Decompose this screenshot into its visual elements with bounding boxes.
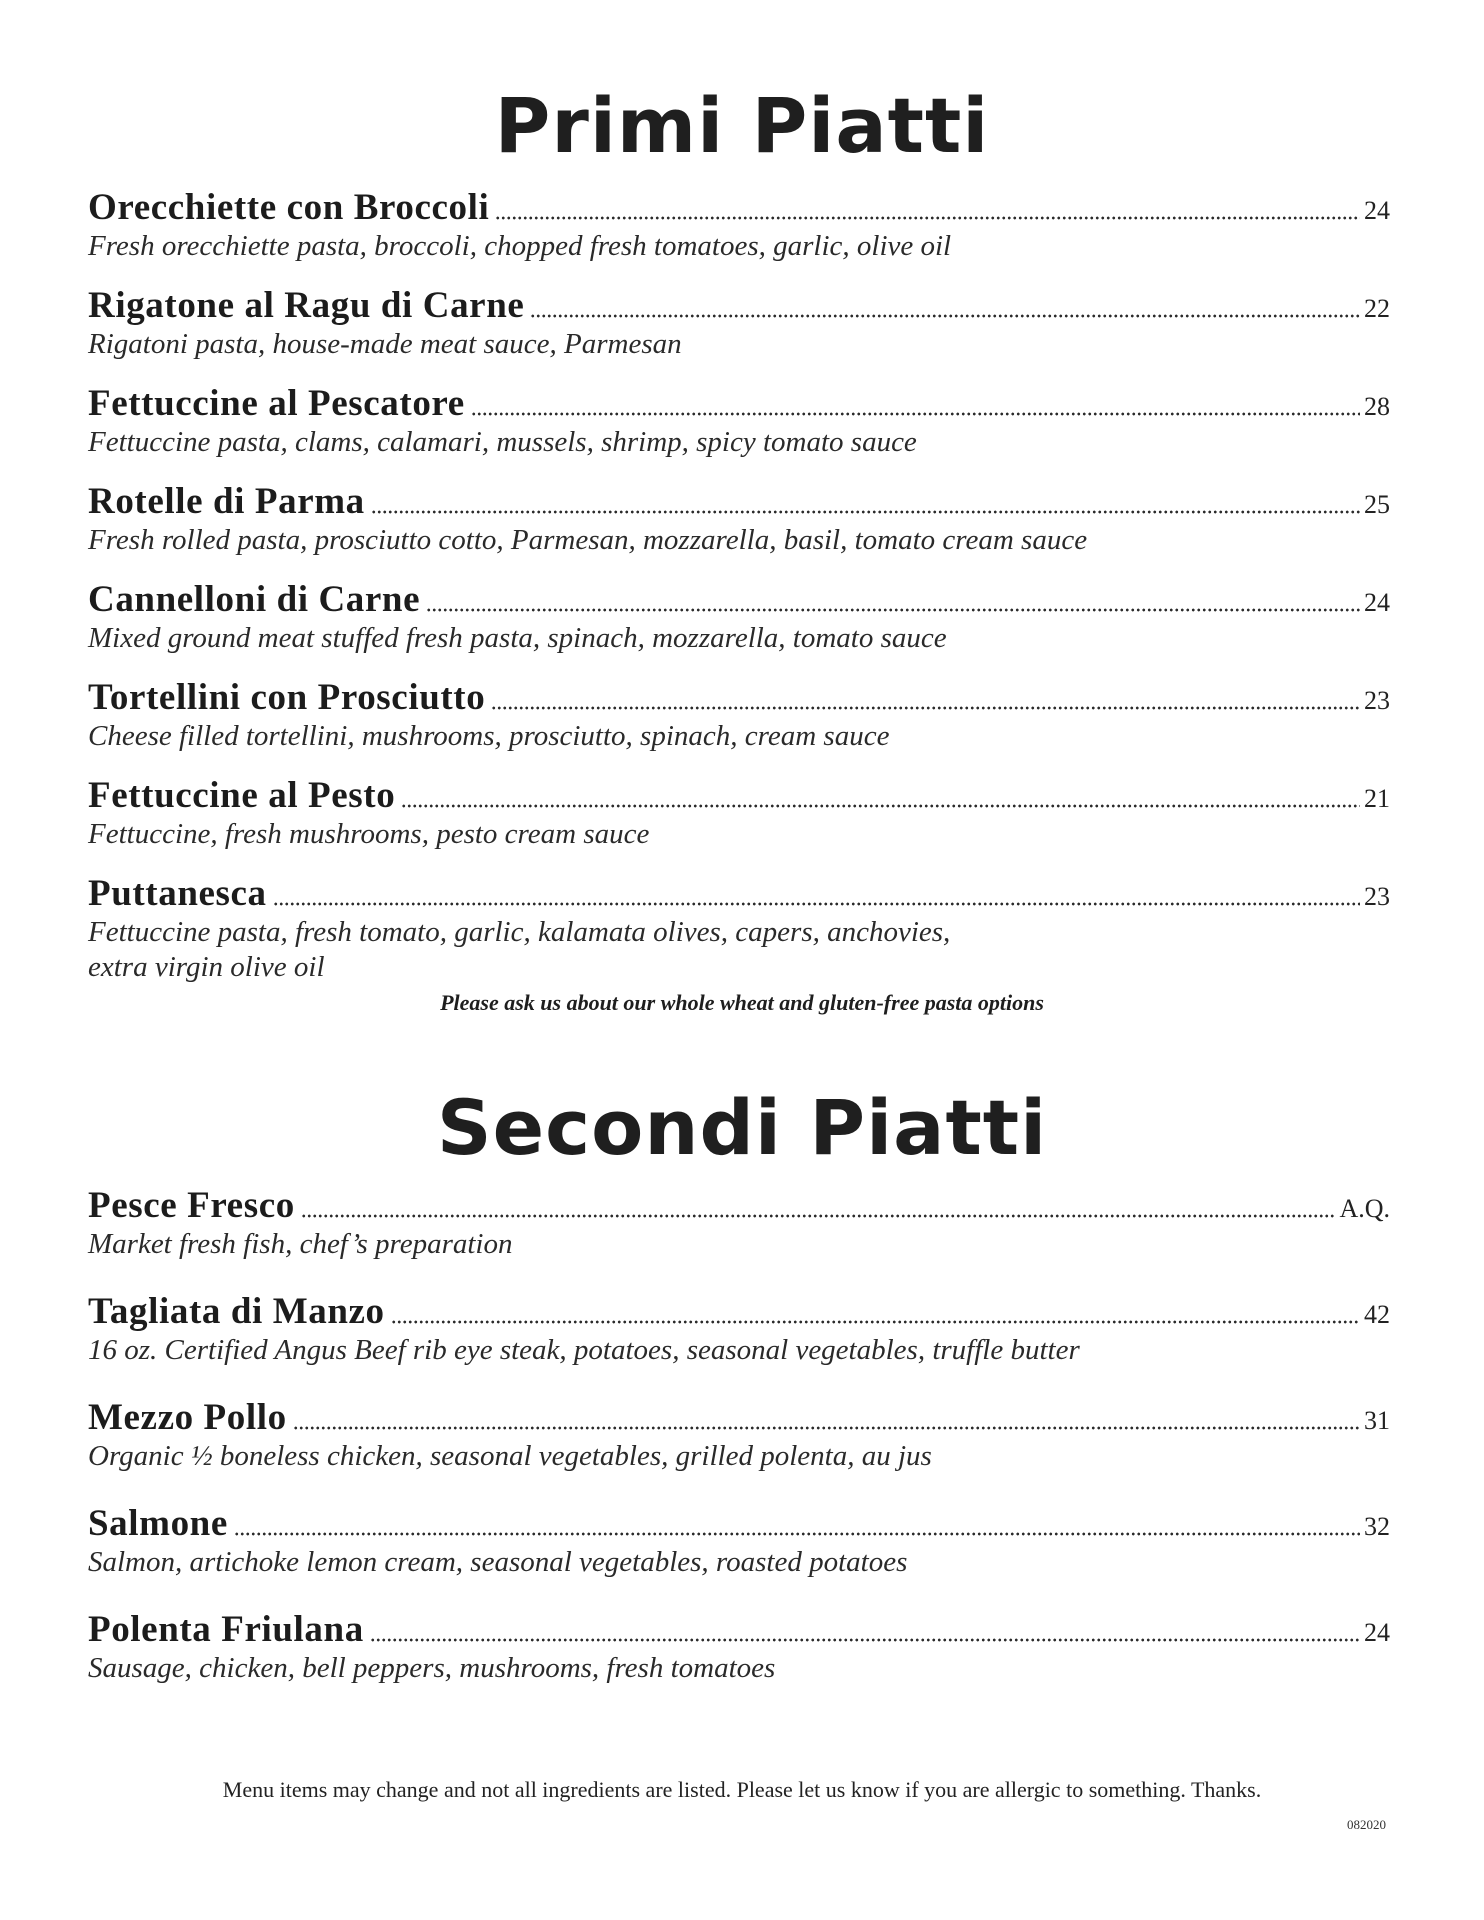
item-name: Fettuccine al Pescatore [88, 383, 465, 424]
item-price: 24 [1364, 588, 1390, 617]
item-name: Polenta Friulana [88, 1609, 364, 1650]
item-price: 32 [1364, 1512, 1390, 1541]
dot-leader [530, 298, 1360, 318]
dot-leader [401, 788, 1360, 808]
item-name: Mezzo Pollo [88, 1397, 287, 1438]
item-description: Rigatoni pasta, house-made meat sauce, Parmesan [88, 328, 682, 360]
item-price: 22 [1364, 294, 1390, 323]
item-price: 23 [1364, 882, 1390, 911]
secondi-piatti-heading: Secondi Piatti [436, 1083, 1048, 1172]
menu-version-code: 082020 [1347, 1817, 1386, 1832]
menu-item [88, 872, 1390, 986]
item-name: Tagliata di Manzo [88, 1291, 385, 1332]
item-name: Orecchiette con Broccoli [88, 187, 490, 228]
item-name: Pesce Fresco [88, 1185, 295, 1226]
dot-leader [301, 1198, 1336, 1218]
item-price: 21 [1364, 784, 1390, 813]
item-price: 28 [1364, 392, 1390, 421]
dot-leader [293, 1410, 1360, 1430]
item-price: 24 [1364, 196, 1390, 225]
pasta-options-note: Please ask us about our whole wheat and gluten-free pasta options [440, 990, 1044, 1015]
menu-item [88, 1396, 1390, 1475]
item-description: Fettuccine pasta, fresh tomato, garlic, kalamata olives, capers, anchovies, [88, 916, 951, 948]
item-price: 23 [1364, 686, 1390, 715]
primi-piatti-list [88, 186, 1390, 1005]
item-price: 25 [1364, 490, 1390, 519]
menu-item [88, 284, 1390, 363]
primi-piatti-heading: Primi Piatti [494, 81, 990, 170]
menu-item [88, 1502, 1390, 1581]
dot-leader [371, 494, 1360, 514]
item-description: Mixed ground meat stuffed fresh pasta, spinach, mozzarella, tomato sauce [88, 622, 947, 654]
item-price: 24 [1364, 1618, 1390, 1647]
dot-leader [426, 592, 1360, 612]
item-name: Tortellini con Prosciutto [88, 677, 486, 718]
item-description: Fresh orecchiette pasta, broccoli, chopped fresh tomatoes, garlic, olive oil [88, 230, 952, 262]
menu-item [88, 186, 1390, 265]
menu-item [88, 1184, 1390, 1263]
item-name: Rigatone al Ragu di Carne [88, 285, 525, 326]
dot-leader [391, 1304, 1360, 1324]
item-price: A.Q. [1339, 1194, 1390, 1223]
menu-item [88, 480, 1390, 559]
item-description-continued: extra virgin olive oil [88, 951, 325, 983]
item-description: Sausage, chicken, bell peppers, mushrooms, fresh tomatoes [88, 1652, 776, 1684]
secondi-piatti-list [88, 1184, 1390, 1714]
dot-leader [273, 886, 1360, 906]
dot-leader [471, 396, 1360, 416]
item-description: Fettuccine, fresh mushrooms, pesto cream sauce [88, 818, 650, 850]
item-name: Cannelloni di Carne [88, 579, 421, 620]
item-name: Rotelle di Parma [88, 481, 365, 522]
menu-item [88, 1290, 1390, 1369]
menu-item [88, 382, 1390, 461]
item-description: Fresh rolled pasta, prosciutto cotto, Parmesan, mozzarella, basil, tomato cream sauce [88, 524, 1088, 556]
dot-leader [495, 200, 1360, 220]
menu-item [88, 578, 1390, 657]
item-name: Puttanesca [88, 873, 267, 914]
menu-item [88, 774, 1390, 853]
dot-leader [491, 690, 1360, 710]
allergy-disclaimer: Menu items may change and not all ingredients are listed. Please let us know if you are allergic to something. Thanks. [222, 1777, 1262, 1802]
item-name: Salmone [88, 1503, 228, 1544]
item-description: Market fresh fish, chef’s preparation [88, 1228, 513, 1260]
item-description: Fettuccine pasta, clams, calamari, mussels, shrimp, spicy tomato sauce [88, 426, 917, 458]
item-name: Fettuccine al Pesto [88, 775, 396, 816]
item-description: Salmon, artichoke lemon cream, seasonal vegetables, roasted potatoes [88, 1546, 908, 1578]
item-description: 16 oz. Certified Angus Beef rib eye steak, potatoes, seasonal vegetables, truffle butter [88, 1334, 1080, 1366]
menu-item [88, 676, 1390, 755]
menu-item [88, 1608, 1390, 1687]
item-description: Cheese filled tortellini, mushrooms, prosciutto, spinach, cream sauce [88, 720, 890, 752]
dot-leader [370, 1622, 1360, 1642]
dot-leader [234, 1516, 1360, 1536]
item-price: 31 [1364, 1406, 1390, 1435]
item-price: 42 [1364, 1300, 1390, 1329]
item-description: Organic ½ boneless chicken, seasonal vegetables, grilled polenta, au jus [88, 1440, 932, 1472]
